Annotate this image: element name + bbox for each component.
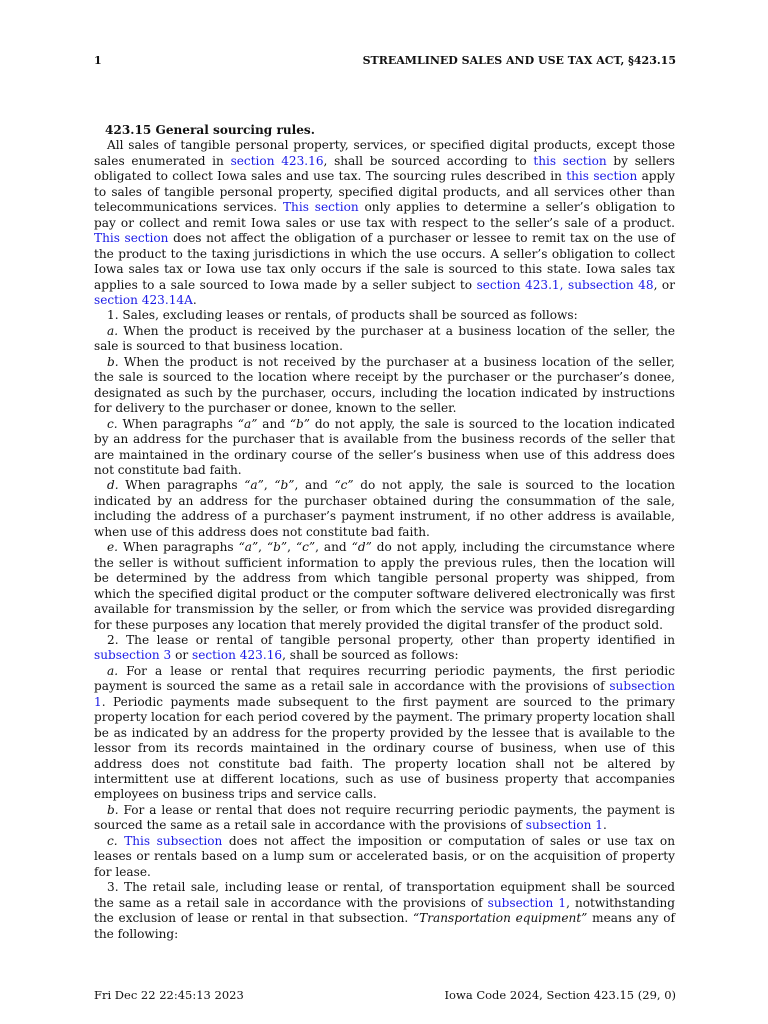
subsection-3: 3. The retail sale, including lease or rental, of transportation equipment shall be sourced the same as a retail sale in accordance with the provisions of subsection 1, notwithstanding the exclusion of lease or rental in that subsection. “Transportation equipment” means any of the following: — [94, 880, 676, 941]
link-section-423-16[interactable]: section 423.16 — [230, 153, 324, 168]
intro-paragraph: All sales of tangible personal property, services, or specified digital products, except those sales enumerated in section 423.16, shall be sourced according to this section by sellers obligated to collect Iowa sales and use tax. The sourcing rules described in this section apply to sales of tangible personal property, specified digital products, and all services other than telecommunications services. This section only applies to determine a seller’s obligation to pay or collect and remit Iowa sales or use tax with respect to the seller’s sale of a product. This section does not affect the obligation of a purchaser or lessee to remit tax on the use of the product to the taxing jurisdictions in which the use occurs. A seller’s obligation to collect Iowa sales tax or Iowa use tax only occurs if the sale is sourced to this state. Iowa sales tax applies to a sale sourced to Iowa made by a seller subject to section 423.1, subsection 48, or section 423.14A. — [94, 138, 675, 307]
defined-term: “Transportation equipment” — [412, 911, 588, 926]
link-section-423-1-subsection-48[interactable]: section 423.1, subsection 48 — [476, 277, 654, 292]
link-subsection-1[interactable]: subsection 1 — [94, 679, 675, 709]
page-number: 1 — [94, 54, 102, 67]
paragraph-1a: a. When the product is received by the purchaser at a business location of the seller, the sale is sourced to that business location. — [94, 323, 675, 354]
link-section-423-16[interactable]: section 423.16 — [191, 648, 283, 663]
running-title: STREAMLINED SALES AND USE TAX ACT, §423.15 — [362, 54, 676, 67]
paragraph-2a: a. For a lease or rental that requires recurring periodic payments, the first periodic payment is sourced the same as a retail sale in accordance with the provisions of subsection 1. Periodic payments made subsequent to the first payment are sourced to the primary property location for each period covered by the payment. The primary property location shall be as indicated by an address for the property provided by the lessee that is available to the lessor from its records maintained in the ordinary course of business, when use of this address does not constitute bad faith. The property location shall not be altered by intermittent use at different locations, such as use of business property that accompanies employees on business trips and service calls. — [94, 663, 675, 802]
paragraph-1c: c. When paragraphs “a” and “b” do not apply, the sale is sourced to the location indicated by an address for the purchaser that is available from the business records of the seller that are maintained in the ordinary course of the seller’s business when use of this address does not constitute bad faith. — [94, 416, 675, 477]
section-heading: 423.15 General sourcing rules. — [105, 123, 315, 137]
paragraph-2c: c. This subsection does not affect the imposition or computation of sales or use tax on leases or rentals based on a lump sum or accelerated basis, or on the acquisition of property for lease. — [94, 833, 675, 879]
link-this-section[interactable]: This section — [282, 200, 359, 215]
paragraph-1e: e. When paragraphs “a”, “b”, “c”, and “d” do not apply, including the circumstance where the seller is without sufficient information to apply the previous rules, then the location will be determined by the address from which tangible personal property was shipped, from which the specified digital product or the computer software delivered electronically was first available for transmission by the seller, or from which the service was provided disregarding for these purposes any location that merely provided the digital transfer of the product sold. — [94, 540, 675, 632]
paragraph-2b: b. For a lease or rental that does not require recurring periodic payments, the payment is sourced the same as a retail sale in accordance with the provisions of subsection 1. — [94, 802, 675, 833]
footer-timestamp: Fri Dec 22 22:45:13 2023 — [94, 988, 244, 1002]
link-this-section[interactable]: this section — [533, 153, 607, 168]
link-this-section[interactable]: This section — [94, 231, 169, 246]
link-subsection-1[interactable]: subsection 1 — [487, 895, 567, 910]
link-section-423-14a[interactable]: section 423.14A — [94, 292, 193, 307]
footer-citation: Iowa Code 2024, Section 423.15 (29, 0) — [444, 988, 676, 1002]
link-subsection-3[interactable]: subsection 3 — [94, 648, 172, 663]
subsection-2: 2. The lease or rental of tangible personal property, other than property identified in subsection 3 or section 423.16, shall be sourced as follows: — [94, 632, 675, 663]
document-body — [94, 123, 675, 942]
paragraph-1b: b. When the product is not received by the purchaser at a business location of the seller, the sale is sourced to the location where receipt by the purchaser or the purchaser’s donee, designated as such by the purchaser, occurs, including the location indicated by instructions for delivery to the purchaser or donee, known to the seller. — [94, 354, 675, 416]
link-this-section[interactable]: this section — [566, 169, 638, 184]
subsection-1: 1. Sales, excluding leases or rentals, of products shall be sourced as follows: — [107, 308, 578, 323]
paragraph-1d: d. When paragraphs “a”, “b”, and “c” do not apply, the sale is sourced to the location indicated by an address for the purchaser obtained during the consummation of the sale, including the address of a purchaser’s payment instrument, if no other address is available, when use of this address does not constitute bad faith. — [94, 478, 675, 539]
link-subsection-1[interactable]: subsection 1 — [525, 818, 604, 833]
link-this-subsection[interactable]: This subsection — [124, 833, 223, 848]
